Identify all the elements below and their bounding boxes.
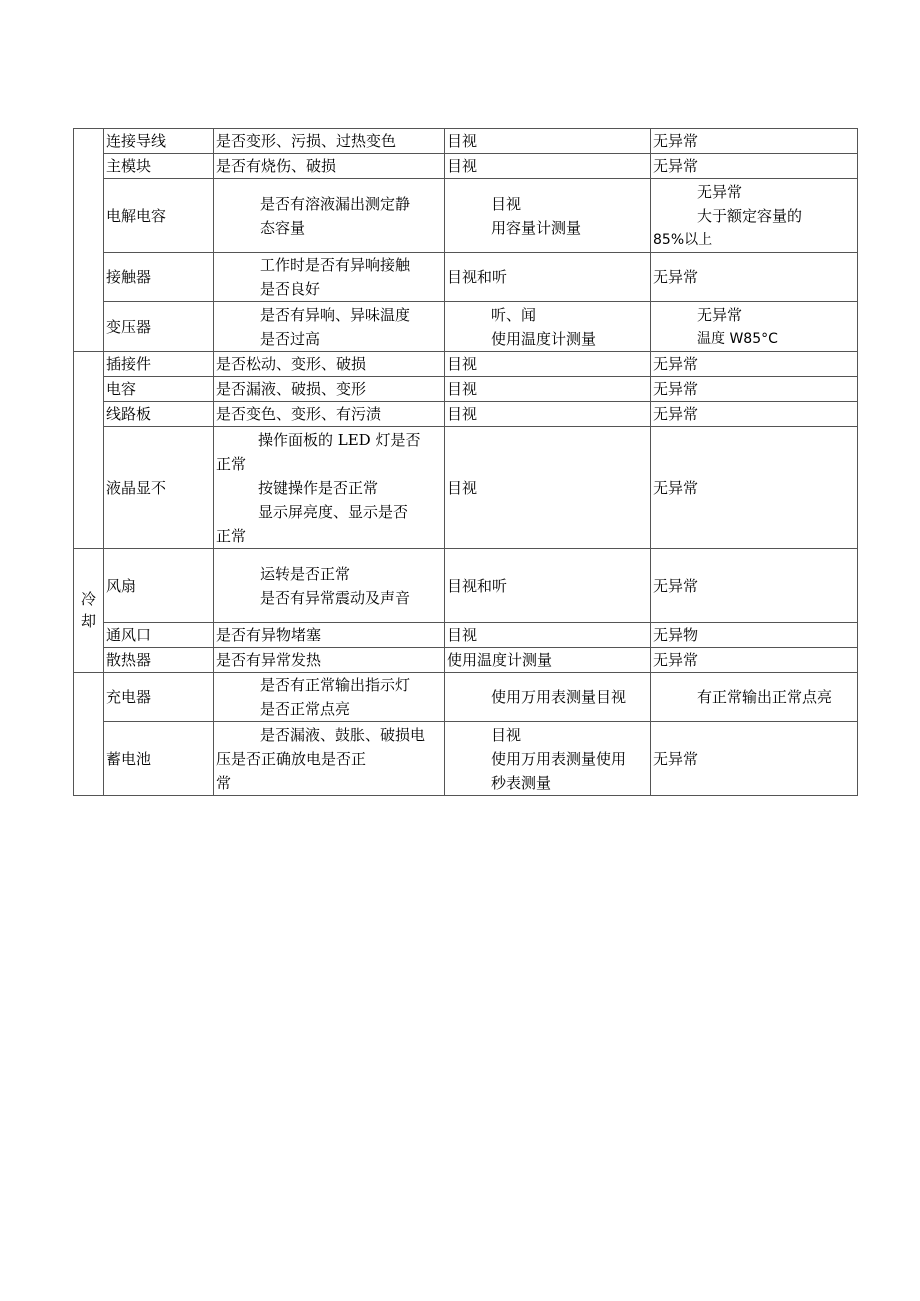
standard-line: 大于额定容量的 [697, 206, 803, 225]
method-cell: 目视 [445, 377, 651, 402]
item-cell: 风扇 [104, 549, 214, 623]
standard-cell: 无异常 [651, 648, 858, 673]
method-cell [445, 673, 651, 722]
table-row [74, 129, 858, 154]
content-cell: 是否变形、污损、过热变色 [214, 129, 445, 154]
method-cell: 目视 [445, 427, 651, 549]
method-cell: 目视 [445, 154, 651, 179]
content-line: 是否有溶液漏出测定静 [260, 194, 411, 213]
item-cell: 接触器 [104, 253, 214, 302]
item-cell: 电容 [104, 377, 214, 402]
content-cell: 是否松动、变形、破损 [214, 352, 445, 377]
standard-cell: 无异物 [651, 623, 858, 648]
content-cell [214, 427, 445, 549]
item-cell: 通风口 [104, 623, 214, 648]
item-cell: 插接件 [104, 352, 214, 377]
method-cell [445, 302, 651, 352]
item-cell: 蓄电池 [104, 722, 214, 796]
table-row [74, 154, 858, 179]
content-cell [214, 302, 445, 352]
group-label-cooling: 冷 却 [80, 590, 96, 630]
inspection-table [73, 128, 858, 796]
item-cell: 充电器 [104, 673, 214, 722]
standard-line: 无异常 [697, 182, 743, 201]
content-line: 压是否正确放电是否正 [216, 749, 367, 768]
method-cell: 目视和听 [445, 549, 651, 623]
standard-cell: 无异常 [651, 129, 858, 154]
standard-cell [651, 179, 858, 253]
standard-cell: 无异常 [651, 352, 858, 377]
method-cell [445, 179, 651, 253]
content-line: 按键操作是否正常 [258, 478, 379, 497]
method-cell: 使用温度计测量 [445, 648, 651, 673]
content-cell [214, 253, 445, 302]
method-line: 听、闻 [491, 305, 537, 324]
standard-cell [651, 302, 858, 352]
standard-cell: 无异常 [651, 377, 858, 402]
table-row [74, 253, 858, 302]
method-line: 目视 [491, 725, 522, 744]
table-row [74, 302, 858, 352]
content-line: 是否有异常震动及声音 [260, 588, 411, 607]
group-cell-control-circuit [74, 352, 104, 549]
table-row [74, 179, 858, 253]
content-cell: 是否有异常发热 [214, 648, 445, 673]
content-cell: 是否有烧伤、破损 [214, 154, 445, 179]
method-cell: 目视 [445, 352, 651, 377]
content-line: 是否有正常输出指示灯 [260, 676, 411, 694]
item-cell: 主模块 [104, 154, 214, 179]
content-cell [214, 673, 445, 722]
method-cell: 目视 [445, 623, 651, 648]
standard-cell [651, 673, 858, 722]
method-line: 秒表测量 [491, 773, 552, 792]
standard-line: 有正常输出正常点亮 [697, 688, 833, 706]
content-cell: 是否漏液、破损、变形 [214, 377, 445, 402]
content-line: 操作面板的 LED 灯是否 [258, 430, 421, 449]
table-row [74, 377, 858, 402]
content-line: 显示屏亮度、显示是否 [258, 502, 409, 521]
table-row [74, 648, 858, 673]
item-cell: 变压器 [104, 302, 214, 352]
method-cell: 目视和听 [445, 253, 651, 302]
group-cell-main-circuit [74, 129, 104, 352]
table-row [74, 549, 858, 623]
item-cell: 液晶显不 [104, 427, 214, 549]
standard-line: 温度 W85°C [697, 330, 778, 347]
standard-line: 无异常 [697, 305, 743, 324]
standard-cell: 无异常 [651, 402, 858, 427]
content-cell [214, 722, 445, 796]
content-cell [214, 179, 445, 253]
content-line: 正常 [216, 526, 247, 545]
content-cell: 是否变色、变形、有污渍 [214, 402, 445, 427]
standard-cell: 无异常 [651, 154, 858, 179]
content-line: 是否正常点亮 [260, 700, 351, 718]
content-line: 态容量 [260, 218, 306, 237]
method-line: 使用万用表测量目视 [491, 688, 627, 706]
table-row [74, 352, 858, 377]
content-line: 工作时是否有异响接触 [260, 256, 411, 274]
table-row [74, 402, 858, 427]
table-row [74, 427, 858, 549]
item-cell: 散热器 [104, 648, 214, 673]
item-cell: 线路板 [104, 402, 214, 427]
content-cell [214, 549, 445, 623]
standard-cell: 无异常 [651, 722, 858, 796]
method-line: 使用温度计测量 [491, 329, 597, 348]
standard-line: 85%以上 [653, 231, 713, 248]
method-line: 目视 [491, 194, 522, 213]
group-cell-cooling [74, 549, 104, 673]
standard-cell: 无异常 [651, 549, 858, 623]
content-line: 是否良好 [260, 280, 321, 298]
content-line: 正常 [216, 454, 247, 473]
item-cell: 连接导线 [104, 129, 214, 154]
content-line: 运转是否正常 [260, 564, 351, 583]
method-line: 用容量计测量 [491, 218, 582, 237]
content-line: 是否过高 [260, 329, 321, 348]
table-row [74, 722, 858, 796]
table-row [74, 623, 858, 648]
standard-cell: 无异常 [651, 253, 858, 302]
content-cell: 是否有异物堵塞 [214, 623, 445, 648]
method-line: 使用万用表测量使用 [491, 749, 627, 768]
method-cell: 目视 [445, 402, 651, 427]
item-cell: 电解电容 [104, 179, 214, 253]
method-cell [445, 722, 651, 796]
standard-cell: 无异常 [651, 427, 858, 549]
table-row [74, 673, 858, 722]
method-cell: 目视 [445, 129, 651, 154]
group-cell-power [74, 673, 104, 796]
content-line: 常 [216, 773, 232, 792]
content-line: 是否漏液、鼓胀、破损电 [260, 725, 426, 744]
content-line: 是否有异响、异味温度 [260, 305, 411, 324]
